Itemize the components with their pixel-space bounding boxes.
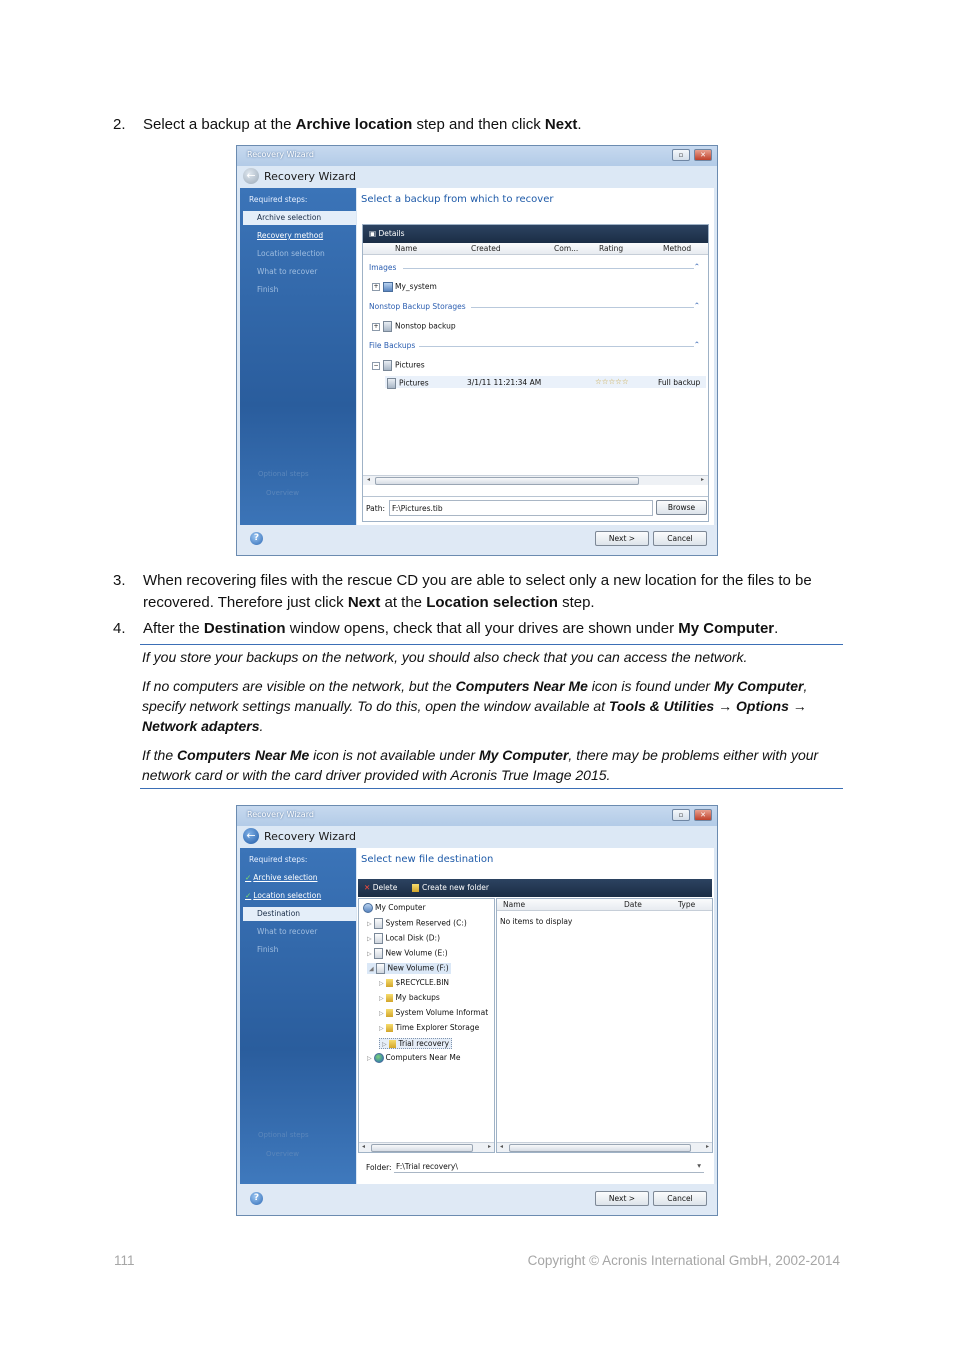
wizard-header [237, 826, 717, 848]
sidebar-item-label: Archive selection [253, 873, 318, 882]
title-bar [237, 806, 717, 826]
expand-arrow-icon[interactable]: ▷ [367, 920, 374, 928]
expand-arrow-icon[interactable]: ▷ [382, 1041, 389, 1048]
restore-button[interactable]: ▫ [672, 809, 690, 821]
tree-node[interactable] [379, 1038, 452, 1049]
sidebar-item-recovery-method[interactable]: Recovery method [257, 231, 324, 240]
group-nonstop: Nonstop Backup Storages [369, 302, 466, 311]
recovery-wizard-window-1 [236, 145, 718, 556]
step-bold: My Computer [678, 620, 775, 637]
step-bold: Destination [203, 620, 286, 637]
sidebar-item-label: Archive selection [257, 213, 322, 222]
create-folder-button[interactable] [412, 883, 489, 892]
sidebar-item-archive-selection[interactable] [243, 211, 356, 225]
step-text: step. [557, 594, 595, 611]
content-title: Select new file destination [361, 854, 494, 865]
col-name[interactable]: Name [503, 900, 526, 909]
scroll-left-icon[interactable]: ◂ [367, 476, 371, 483]
note-text: icon is not available under [309, 747, 479, 763]
step-text: Select a backup at the [143, 116, 296, 133]
step-bold: Next [544, 116, 578, 133]
details-bar[interactable] [363, 225, 708, 243]
help-icon[interactable]: ? [250, 1192, 263, 1205]
sidebar-optional-steps: Optional steps [258, 1131, 309, 1139]
sidebar-item-label: Destination [257, 909, 301, 918]
drive-icon [374, 918, 383, 929]
note-text: . [259, 718, 264, 734]
step-text: . [577, 116, 582, 133]
next-button[interactable]: Next > [595, 1191, 649, 1206]
browse-button[interactable]: Browse [656, 500, 707, 515]
tree-node-label: New Volume (E:) [385, 948, 448, 958]
tree-node-label: New Volume (F:) [387, 963, 449, 973]
back-icon[interactable]: ← [243, 168, 259, 184]
folder-tree-panel [358, 898, 495, 1153]
expand-arrow-icon[interactable]: ▷ [367, 950, 374, 958]
button-bar [237, 1184, 717, 1215]
tree-node-label: System Reserved (C:) [385, 918, 467, 928]
sidebar-item-destination[interactable] [243, 907, 356, 921]
note-text: If no computers are visible on the network, but the [142, 678, 456, 694]
sidebar-heading: Required steps: [249, 195, 308, 204]
step-bold: Archive location [295, 116, 413, 133]
backup-version-icon [387, 378, 396, 389]
expand-arrow-icon[interactable]: ▷ [379, 1025, 386, 1032]
note-bottom-rule [140, 788, 843, 789]
sidebar [240, 188, 356, 550]
group-images: Images [369, 263, 397, 272]
scrollbar-thumb[interactable] [509, 1144, 691, 1152]
step-number: 4. [113, 620, 126, 637]
folder-label: Folder: [366, 1163, 392, 1172]
item-label: Pictures [395, 360, 425, 370]
tree-node[interactable] [363, 903, 426, 913]
sidebar-item-label: Location selection [253, 891, 322, 900]
scroll-right-icon[interactable]: ▸ [700, 476, 704, 483]
tree-node[interactable] [367, 933, 440, 944]
wizard-header [237, 166, 717, 188]
content-area [357, 848, 714, 1184]
scrollbar-thumb[interactable] [375, 477, 639, 485]
note-bold: Computers Near Me [455, 678, 588, 694]
file-backup-icon [383, 360, 392, 371]
nonstop-backup-icon [383, 321, 392, 332]
item-label: Pictures [399, 378, 429, 388]
step-text: After the [143, 620, 204, 637]
item-label: My_system [395, 282, 437, 291]
sidebar-item-what-to-recover: What to recover [257, 927, 318, 936]
col-comment[interactable]: Com... [554, 244, 579, 253]
expand-arrow-icon[interactable]: ▷ [379, 980, 386, 987]
path-input[interactable] [389, 500, 653, 516]
row-method: Full backup [658, 378, 701, 387]
note-text: , specify network settings manually. To do this, open the window available at [142, 678, 808, 714]
column-header [497, 899, 712, 911]
folder-icon [386, 994, 393, 1002]
arrow-icon: → [788, 698, 807, 714]
note-2 [142, 676, 842, 736]
horizontal-scrollbar[interactable] [363, 475, 708, 485]
drive-icon [374, 948, 383, 959]
button-bar [237, 525, 717, 555]
note-bold: Computers Near Me [177, 747, 310, 763]
arrow-icon: → [714, 698, 736, 714]
col-type[interactable]: Type [678, 900, 696, 909]
check-icon: ✓ [245, 873, 252, 882]
row-created: 3/1/11 11:21:34 AM [467, 378, 542, 387]
tree-node-label: My backups [395, 993, 440, 1002]
group-divider [471, 307, 694, 308]
tree-horizontal-scrollbar[interactable] [359, 1142, 494, 1152]
collapse-icon[interactable]: ⌃ [693, 262, 700, 271]
image-backup-icon [383, 282, 393, 292]
collapse-node-icon[interactable]: − [373, 361, 379, 369]
sidebar-item-location-selection[interactable] [245, 891, 321, 900]
title-bar-text: Recovery Wizard [247, 810, 314, 819]
tree-node[interactable] [367, 918, 467, 929]
recovery-wizard-window-2 [236, 805, 718, 1216]
group-divider [403, 268, 694, 269]
drive-icon [374, 933, 383, 944]
folder-icon [386, 1024, 393, 1032]
sidebar-optional-steps: Optional steps [258, 470, 309, 478]
create-folder-label: Create new folder [422, 883, 489, 892]
restore-button[interactable]: ▫ [672, 149, 690, 161]
tree-node[interactable] [367, 948, 448, 959]
tree-node-label: Time Explorer Storage [395, 1023, 480, 1032]
content-area [357, 188, 714, 525]
delete-icon: ✕ [364, 883, 371, 892]
list-item-pictures-parent[interactable] [372, 360, 425, 371]
sidebar-item-archive-selection[interactable] [245, 873, 317, 882]
expand-icon[interactable]: + [373, 283, 379, 290]
computer-icon [363, 903, 373, 913]
expand-icon[interactable]: + [373, 322, 379, 330]
step-number: 2. [113, 116, 126, 133]
new-folder-icon [412, 884, 419, 892]
next-button[interactable]: Next > [595, 531, 649, 546]
step-bold: Next [347, 594, 381, 611]
tree-node-label: Local Disk (D:) [385, 933, 441, 943]
tree-node-label: Trial recovery [398, 1039, 450, 1048]
group-divider [419, 346, 694, 347]
row-name [387, 378, 429, 389]
step-bold: Location selection [426, 594, 558, 611]
note-bold: Tools & Utilities [608, 698, 715, 714]
check-icon: ✓ [245, 891, 252, 900]
sidebar-item-what-to-recover: What to recover [257, 267, 318, 276]
path-row [363, 496, 708, 520]
folder-icon [386, 1009, 393, 1017]
expand-arrow-icon[interactable]: ▷ [367, 935, 374, 943]
wizard-title: Recovery Wizard [264, 830, 357, 843]
tree-node[interactable] [379, 978, 449, 987]
scroll-left-icon[interactable]: ◂ [362, 1143, 366, 1150]
chevron-down-icon[interactable]: ▾ [697, 1161, 701, 1170]
note-top-rule [140, 644, 843, 645]
details-text: Details [378, 229, 405, 238]
wizard-title: Recovery Wizard [264, 170, 357, 183]
tree-node[interactable] [367, 963, 451, 974]
empty-message: No items to display [500, 917, 573, 926]
step-number: 3. [113, 572, 126, 589]
folder-icon [389, 1040, 396, 1048]
rating-stars-icon[interactable]: ☆☆☆☆☆ [595, 377, 629, 386]
step-text: When recovering files with the rescue CD you are able to select only a new location for the files to be recovered. Therefore just click [143, 572, 812, 611]
delete-label: Delete [372, 883, 398, 892]
close-button[interactable]: ✕ [694, 149, 712, 161]
tree-node-label: My Computer [375, 903, 426, 912]
table-row-selected[interactable] [385, 376, 706, 388]
tree-node-label: Computers Near Me [385, 1053, 461, 1062]
col-name[interactable]: Name [395, 244, 418, 253]
scrollbar-thumb[interactable] [371, 1144, 473, 1152]
col-date[interactable]: Date [624, 900, 642, 909]
file-list-panel [496, 898, 713, 1153]
cancel-button[interactable]: Cancel [653, 531, 707, 546]
back-icon[interactable]: ← [243, 828, 259, 844]
column-header [363, 243, 708, 255]
sidebar-heading: Required steps: [249, 855, 308, 864]
tree-node[interactable] [379, 1008, 488, 1017]
list-horizontal-scrollbar[interactable] [497, 1142, 712, 1152]
toolbar [358, 879, 712, 897]
delete-button[interactable] [364, 883, 397, 892]
sidebar-item-finish: Finish [257, 285, 279, 294]
cancel-button[interactable]: Cancel [653, 1191, 707, 1206]
note-1: If you store your backups on the network, you should also check that you can access the network. [142, 649, 748, 665]
col-rating[interactable]: Rating [599, 244, 624, 253]
note-bold: Options [736, 698, 789, 714]
tree-node[interactable] [379, 1023, 479, 1032]
sidebar [240, 848, 356, 1184]
note-text: If the [142, 747, 178, 763]
tree-node[interactable] [367, 1053, 460, 1063]
step-text: . [774, 620, 779, 637]
list-item-nonstop-backup[interactable] [372, 321, 456, 332]
scroll-left-icon[interactable]: ◂ [500, 1143, 504, 1150]
item-label: Nonstop backup [395, 321, 456, 331]
folder-row [358, 1157, 712, 1179]
title-bar [237, 146, 717, 166]
col-method[interactable]: Method [663, 244, 692, 253]
note-text: , there may be problems either with your network card or with the card driver provided with Acronis True Image 2015. [142, 747, 819, 783]
folder-icon [386, 979, 393, 987]
note-bold: My Computer [713, 678, 804, 694]
expand-arrow-icon[interactable]: ▷ [367, 1055, 374, 1062]
note-text: icon is found under [587, 678, 714, 694]
content-title: Select a backup from which to recover [361, 194, 554, 205]
step-text: window opens, check that all your drives are shown under [285, 620, 679, 637]
step-text: step and then click [412, 116, 545, 133]
group-file-backups: File Backups [369, 341, 416, 350]
expand-arrow-icon[interactable]: ◢ [369, 965, 376, 973]
note-3 [142, 745, 842, 785]
details-label: ▣ Details [369, 229, 405, 238]
collapse-icon[interactable]: ⌃ [693, 340, 700, 349]
expand-arrow-icon[interactable]: ▷ [379, 1010, 386, 1017]
scroll-right-icon[interactable]: ▸ [487, 1143, 491, 1150]
folder-combo[interactable] [394, 1160, 704, 1173]
note-bold: My Computer [478, 747, 569, 763]
close-button[interactable]: ✕ [694, 809, 712, 821]
expand-arrow-icon[interactable]: ▷ [379, 995, 386, 1002]
tree-node[interactable] [379, 993, 440, 1002]
backup-list-panel [362, 224, 709, 522]
folder-value: F:\Trial recovery\ [396, 1162, 458, 1171]
scroll-right-icon[interactable]: ▸ [705, 1143, 709, 1150]
collapse-icon[interactable]: ⌃ [693, 301, 700, 310]
tree-node-label: System Volume Informat [395, 1008, 489, 1017]
page-number: 111 [114, 1253, 135, 1268]
sidebar-item-location-selection: Location selection [257, 249, 325, 258]
list-item-my-system[interactable] [372, 282, 437, 292]
sidebar-overview: Overview [266, 489, 299, 497]
step-text: at the [380, 594, 427, 611]
path-label: Path: [366, 504, 386, 513]
path-value: F:\Pictures.tib [392, 504, 443, 513]
network-icon [374, 1053, 384, 1063]
tree-node-label: $RECYCLE.BIN [395, 978, 450, 987]
note-bold: Network adapters [142, 718, 260, 734]
sidebar-overview: Overview [266, 1150, 299, 1158]
title-bar-text: Recovery Wizard [247, 150, 314, 159]
drive-icon [376, 963, 385, 974]
sidebar-item-finish: Finish [257, 945, 279, 954]
help-icon[interactable]: ? [250, 532, 263, 545]
copyright: Copyright © Acronis International GmbH, 2002-2014 [527, 1253, 840, 1268]
col-created[interactable]: Created [471, 244, 501, 253]
